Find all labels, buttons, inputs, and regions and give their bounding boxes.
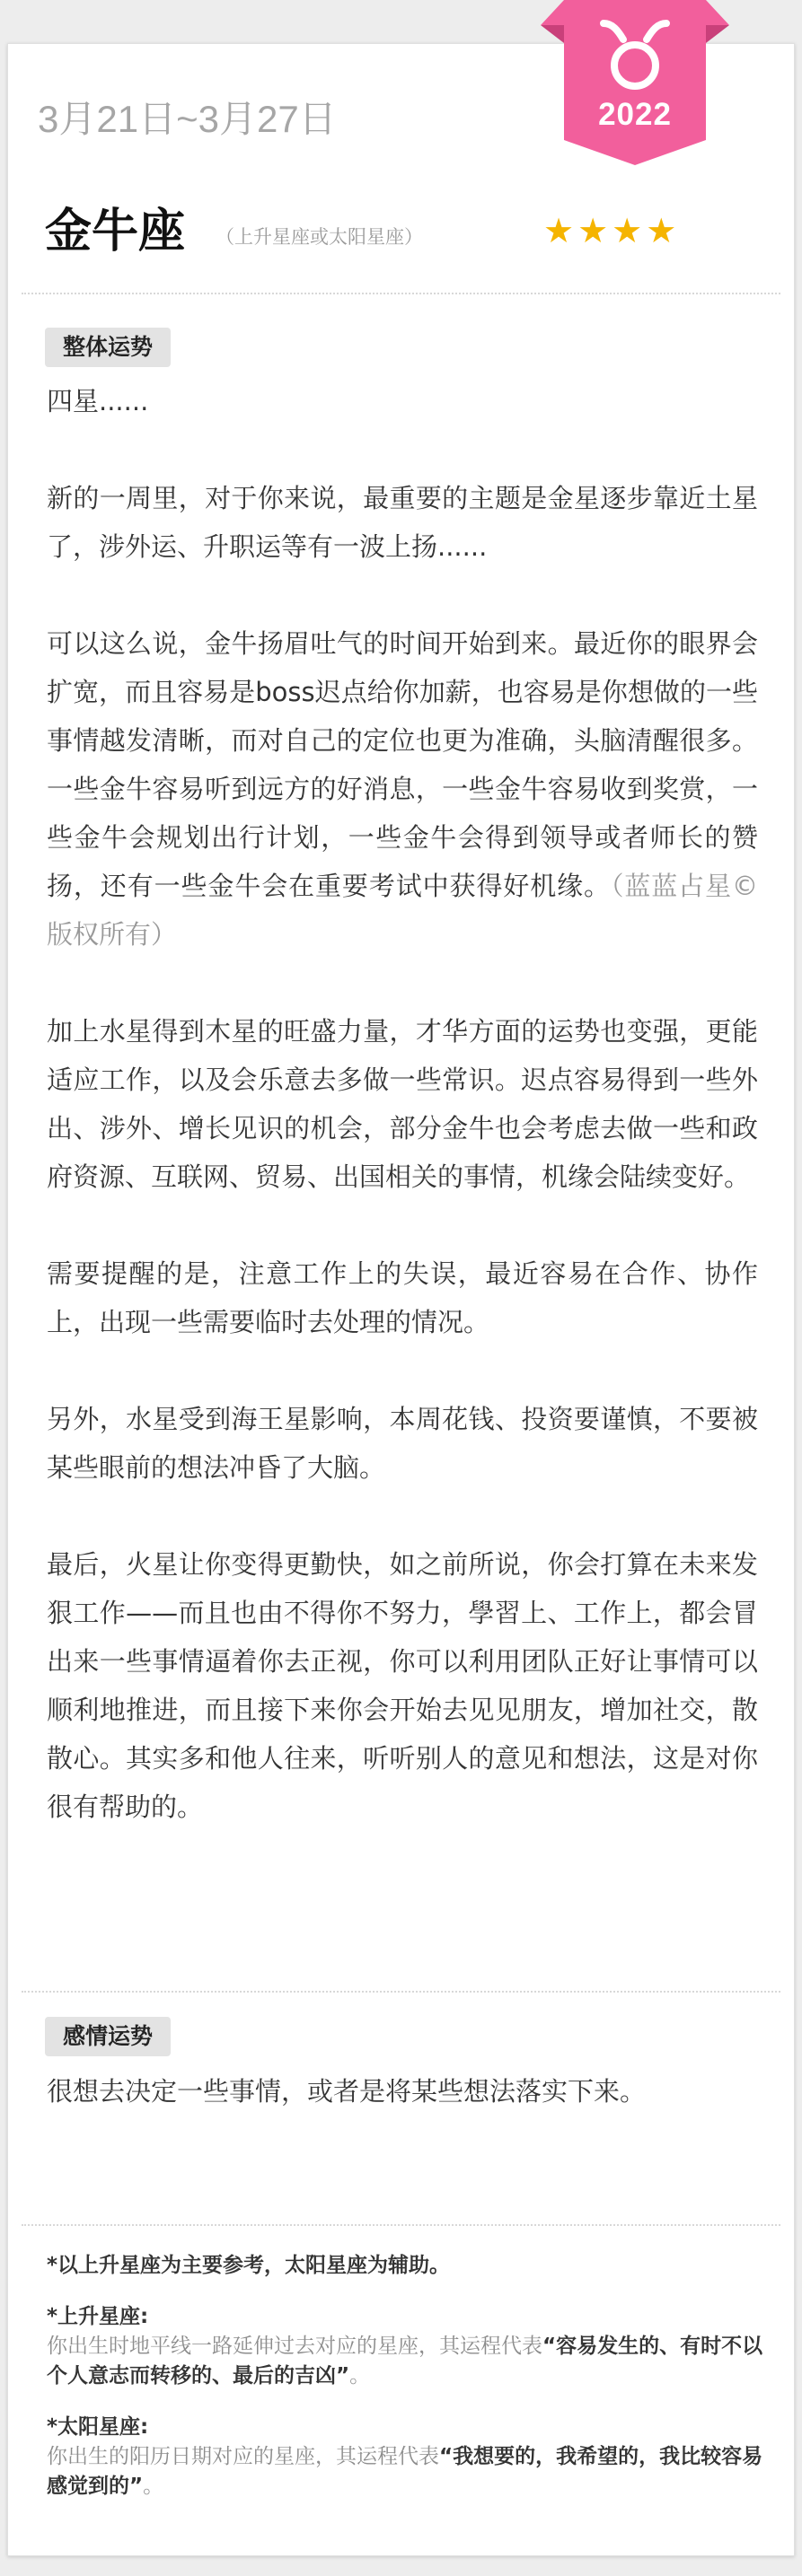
paragraph: 四星...... bbox=[47, 386, 149, 416]
note-sun-desc: 你出生的阳历日期对应的星座，其运程代表 bbox=[47, 2445, 439, 2468]
note-sun bbox=[47, 2413, 765, 2502]
paragraph: 需要提醒的是，注意工作上的失误，最近容易在合作、协作上，出现一些需要临时去处理的情况。 bbox=[47, 1258, 758, 1337]
note-rising bbox=[47, 2302, 765, 2391]
divider bbox=[22, 293, 780, 294]
love-content bbox=[47, 2067, 758, 2116]
paragraph-text: 可以这么说，金牛扬眉吐气的时间开始到来。最近你的眼界会扩宽，而且容易是boss迟点给你加薪，也容易是你想做的一些事情越发清晰，而对自己的定位也更为准确，头脑清醒很多。一些金牛容易听到远方的好消息，一些金牛容易收到奖赏，一些金牛会规划出行计划，一些金牛会得到领导或者师长的赞扬，还有一些金牛会在重要考试中获得好机缘。 bbox=[47, 628, 758, 901]
year-label: 2022 bbox=[598, 97, 672, 132]
note-sun-quote: “我想要的，我希望的，我比较容易感觉到的” bbox=[47, 2445, 763, 2498]
note-rising-end: 。 bbox=[349, 2364, 371, 2388]
year-ribbon-badge bbox=[541, 0, 729, 166]
divider bbox=[22, 2224, 780, 2226]
note-sun-end: 。 bbox=[143, 2475, 164, 2498]
sign-name: 金牛座 bbox=[45, 205, 186, 258]
note-sun-title: *太阳星座: bbox=[47, 2415, 149, 2439]
paragraph: 新的一周里，对于你来说，最重要的主题是金星逐步靠近土星了，涉外运、升职运等有一波上扬...... bbox=[47, 483, 758, 562]
divider bbox=[22, 1991, 780, 1993]
section-tag-overall: 整体运势 bbox=[45, 328, 171, 367]
section-tag-love: 感情运势 bbox=[45, 2017, 171, 2056]
paragraph: 加上水星得到木星的旺盛力量，才华方面的运势也变强，更能适应工作，以及会乐意去多做一些常识。迟点容易得到一些外出、涉外、增长见识的机会，部分金牛也会考虑去做一些和政府资源、互联网、贸易、出国相关的事情，机缘会陆续变好。 bbox=[47, 1016, 758, 1192]
note-main: *以上升星座为主要参考，太阳星座为辅助。 bbox=[47, 2254, 451, 2277]
overall-content bbox=[47, 377, 758, 1831]
date-range: 3月21日~3月27日 bbox=[38, 98, 337, 140]
star-rating: ★★★★ bbox=[543, 211, 681, 250]
copyright-note: （蓝蓝占星©版权所有） bbox=[47, 871, 758, 950]
paragraph: 最后，火星让你变得更勤快，如之前所说，你会打算在未来发狠工作——而且也由不得你不努力，學習上、工作上，都会冒出来一些事情逼着你去正视，你可以利用团队正好让事情可以顺利地推进，而且接下来你会开始去见见朋友，增加社交，散散心。其实多和他人往来，听听别人的意见和想法，这是对你很有帮助的。 bbox=[47, 1549, 758, 1822]
note-rising-title: *上升星座: bbox=[47, 2305, 149, 2328]
note-rising-quote: “容易发生的、有时不以个人意志而转移的、最后的吉凶” bbox=[47, 2335, 763, 2388]
sign-subtitle: （上升星座或太阳星座） bbox=[216, 226, 423, 248]
paragraph: 另外，水星受到海王星影响，本周花钱、投资要谨慎，不要被某些眼前的想法冲昏了大脑。 bbox=[47, 1404, 758, 1483]
ribbon-shape bbox=[541, 0, 729, 166]
footnotes bbox=[47, 2251, 765, 2523]
note-rising-desc: 你出生时地平线一路延伸过去对应的星座，其运程代表 bbox=[47, 2335, 542, 2358]
paragraph: 很想去决定一些事情，或者是将某些想法落实下来。 bbox=[47, 2076, 647, 2107]
paragraph bbox=[47, 619, 758, 959]
